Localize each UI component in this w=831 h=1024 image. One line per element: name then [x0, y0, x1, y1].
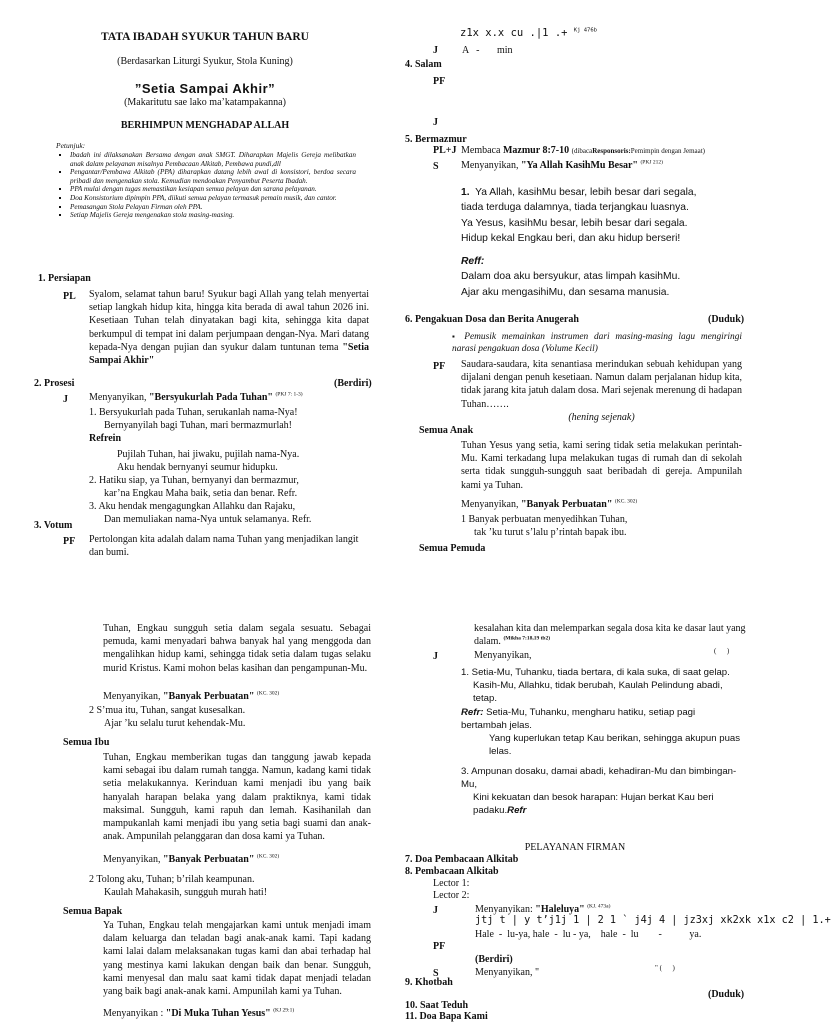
- refrein-label: Refrein: [89, 433, 122, 444]
- lyric-line: Pujilah Tuhan, hai jiwaku, pujilah nama-Nya.: [117, 449, 300, 460]
- role-pf: PF: [433, 76, 446, 87]
- song-ref-placeholder: ( ): [714, 647, 730, 655]
- section-pembacaan-alkitab: 8. Pembacaan Alkitab: [405, 866, 499, 877]
- petunjuk-item: ▪ Pemasangan Stola Pelayan Firman oleh PPA.: [70, 203, 356, 212]
- section-persiapan: 1. Persiapan: [38, 273, 91, 284]
- sing-label: Menyanyikan,: [103, 854, 161, 865]
- group-semua-bapak: Semua Bapak: [63, 906, 123, 917]
- lyric-line: Kini kekuatan dan besok harapan: Hujan berkat Kau beri padaku.: [473, 792, 714, 817]
- role-s: S: [433, 161, 439, 172]
- sing-label: Menyanyikan:: [475, 904, 533, 915]
- group-semua-ibu: Semua Ibu: [63, 737, 110, 748]
- ibu-text: Tuhan, Engkau memberikan tugas dan tanggung jawab kepada kami sebagai ibu dalam rumah tangga. Namun, kadang kami tidak setia melakukannya. Kerinduan kami menjadi ibu yang baik hanyalah harapan belaka yang dalam praktiknya, kami tidak maksimal. Sungguh, kami rapuh dan lemah. Kasihanilah dan mampukanlah kami menjadi ibu yang setia bagi suami dan anak-anak. Ampunilah pelanggaran dan dosa kami ya Tuhan.: [103, 752, 371, 843]
- role-pf: PF: [433, 361, 446, 372]
- lyric-line: 3. Aku hendak mengagungkan Allahku dan Rajaku,: [89, 501, 296, 512]
- lyric-line: Dalam doa aku bersyukur, atas limpah kasihMu.: [461, 271, 681, 283]
- document-subtitle: (Berdasarkan Liturgi Syukur, Stola Kuning): [117, 56, 293, 67]
- group-semua-anak: Semua Anak: [419, 425, 474, 436]
- lyric-line: Setia-Mu, Tuhanku, mengharu hatiku, setiap pagi bertambah jelas.: [461, 706, 696, 731]
- persiapan-theme: "Setia Sampai Akhir": [89, 341, 369, 366]
- theme-local: (Makaritutu sae lako ma’katampakanna): [124, 97, 286, 108]
- lyric-line: Bernyanyilah bagi Tuhan, mari bermazmurlah!: [104, 420, 293, 431]
- role-pl-j: PL+J: [433, 145, 457, 156]
- lyric-line: Dan memuliakan nama-Nya untuk selamanya. Refr.: [104, 514, 312, 525]
- posture-berdiri: (Berdiri): [475, 954, 513, 965]
- lyric-line: Hidup kekal Engkau beri, dan aku hidup berseri!: [461, 233, 681, 245]
- psalm-note-bold: Responsoris:: [592, 147, 631, 155]
- song-title: "Bersyukurlah Pada Tuhan": [149, 392, 273, 403]
- lyric-line: 2. Hatiku siap, ya Tuhan, bernyanyi dan bermazmur,: [89, 475, 299, 486]
- posture-berdiri: (Berdiri): [334, 378, 372, 389]
- lector-1: Lector 1:: [433, 878, 470, 889]
- sing-label: Menyanyikan,: [103, 691, 161, 702]
- ibu-lyric-1: 2 Tolong aku, Tuhan; b’rilah keampunan.: [89, 874, 255, 885]
- sing-label: Menyanyikan :: [103, 1008, 164, 1019]
- amin-lyric: A - min: [462, 45, 513, 56]
- anugerah-text: [474, 622, 746, 648]
- pemuda-lyric-2: Ajar ’ku selalu turut kehendak-Mu.: [104, 718, 246, 729]
- song-title: "Di Muka Tuhan Yesus": [165, 1008, 271, 1019]
- psalm-note: (dibaca: [571, 147, 593, 155]
- petunjuk-item: ▪ Ibadah ini dilaksanakan Bersama dengan anak SMGT. Diharapkan Majelis Gereja melibatkan anak dalam pelayanan misalnya Pembacaan Alkitab, Pembawa pundi,dll: [70, 151, 356, 168]
- song-title: "Banyak Perbuatan": [521, 499, 613, 510]
- role-pl: PL: [63, 291, 76, 302]
- song-title: "Banyak Perbuatan": [163, 691, 255, 702]
- sing-label: Menyanyikan,: [89, 392, 147, 403]
- lyric-line: Yang kuperlukan tetap Kau berikan, sehingga akupun puas lelas.: [489, 733, 741, 758]
- khotbah-sing-label: Menyanyikan, ": [475, 967, 540, 978]
- section-doa-bapa-kami: 11. Doa Bapa Kami: [405, 1011, 488, 1022]
- lyric-line: tiada terduga dalamnya, tiada terjangkau luasnya.: [461, 202, 689, 214]
- section-prosesi: 2. Prosesi: [34, 378, 75, 389]
- haleluya-notation: jtj t | y t’j1j 1 | 2 1 ` j4j 4 | jz3xj xk2xk x1x c2 | 1.+: [475, 915, 831, 926]
- song-ref: (KC. 302): [614, 498, 638, 505]
- pengakuan-note-text: Pemusik memainkan instrumen dari masing-masing lagu mengiringi narasi pengakuan dosa (Volume Kecil): [452, 332, 742, 355]
- song-title: "Ya Allah KasihMu Besar": [521, 160, 638, 171]
- votum-text: Pertolongan kita adalah dalam nama Tuhan yang menjadikan langit dan bumi.: [89, 534, 359, 559]
- section-khotbah: 9. Khotbah: [405, 977, 453, 988]
- bapak-text: Ya Tuhan, Engkau telah mengajarkan kami untuk menjadi imam dalam keluarga dan teladan bagi anak-anak kami. Tapi kadang kami lalai dalam melaksanakan tugas kami dan abai terhadap hal yang mestinya kami lakukan dengan baik dan benar. Sungguh, kami menyesal dan malu saat kami tidak dapat menjadi teladan yang baik bagi anak-anak kami. Ampunilah kami ya Tuhan.: [103, 920, 371, 997]
- section-votum: 3. Votum: [34, 520, 73, 531]
- prosesi-song-line: [89, 391, 374, 404]
- mazmur-lyrics: [461, 185, 741, 300]
- lyric-line: 1. Setia-Mu, Tuhanku, tiada bertara, di kala suka, di saat gelap.: [461, 667, 730, 678]
- hening-note: (hening sejenak): [568, 412, 635, 423]
- theme-title: ”Setia Sampai Akhir”: [134, 81, 276, 96]
- lyric-line: 3. Ampunan dosaku, damai abadi, kehadiran-Mu dan bimbingan-Mu,: [461, 765, 737, 790]
- sing-label: Menyanyikan,: [461, 160, 519, 171]
- song-ref: (PKJ 212): [640, 159, 663, 166]
- refr-label: Refr:: [461, 706, 484, 718]
- persiapan-body: Syalom, selamat tahun baru! Syukur bagi Allah yang telah menyertai setiap langkah hidup kita, hingga kita berada di awal tahun 2026 ini. Kesetiaan Tuhan telah dinyatakan bagi kita, sehingga kita dapat berkumpul di tempat ini dalam perjumpaan dengan-Nya. Mari datang kepada-Nya dengan pujian dan syukur dalam tuntunan tema: [89, 289, 369, 353]
- song-ref: (PKJ 7: 1-3): [275, 391, 303, 398]
- song-ref: (KJ. 473a): [587, 903, 611, 910]
- petunjuk-item: ▪ Setiap Majelis Gereja mengenakan stola masing-masing.: [70, 211, 356, 220]
- sing-label: Menyanyikan,: [461, 499, 519, 510]
- lyric-line: Kasih-Mu, Allahku, tidak berubah, Kaulah Pelindung abadi, tetap.: [473, 680, 723, 705]
- role-pf: PF: [63, 536, 76, 547]
- section-saat-teduh: 10. Saat Teduh: [405, 1000, 469, 1011]
- section-salam: 4. Salam: [405, 59, 442, 70]
- anak-lyric-2: tak ’ku turut s’lalu p’rintah bapak ibu.: [474, 527, 627, 538]
- posture-duduk: (Duduk): [708, 314, 745, 325]
- lyric-line: Ya Yesus, kasihMu besar, lebih besar dari segala.: [461, 217, 688, 229]
- ibu-lyric-2: Kaulah Mahakasih, sungguh murah hati!: [104, 887, 268, 898]
- lyric-line: Aku hendak bernyanyi seumur hidupku.: [117, 462, 278, 473]
- mazmur-song-line: [461, 159, 663, 172]
- pengakuan-text: Saudara-saudara, kita senantiasa merindukan sebuah kehidupan yang dijalani dengan penuh kesetiaan. Namun dalam perjalanan hidup kita, tidak jarang kita jatuh dalam dosa. Mari sejenak merenung di hadapan Tuhan…….: [461, 359, 742, 410]
- lyric-line: kar’na Engkau Maha baik, setia dan benar. Refr.: [104, 488, 298, 499]
- section-doa-pembacaan: 7. Doa Pembacaan Alkitab: [405, 854, 519, 865]
- lyric-line: Ya Allah, kasihMu besar, lebih besar dari segala,: [475, 187, 697, 198]
- song-title: "Banyak Perbuatan": [163, 854, 255, 865]
- role-pf: PF: [433, 941, 446, 952]
- lector-2: Lector 2:: [433, 890, 470, 901]
- anak-text: Tuhan Yesus yang setia, kami sering tidak setia melakukan perintah-Mu. Kami terkadang lupa melakukan tugas di rumah dan di sekolah serta tidak sungguh-sungguh saat beribadah di gereja. Ampunilah kami ya Tuhan.: [461, 440, 742, 491]
- refr-label: Refr: [507, 805, 527, 817]
- document-title: TATA IBADAH SYUKUR TAHUN BARU: [101, 31, 309, 43]
- anugerah-ref: (Mikha 7:18,19 tb2): [503, 635, 551, 642]
- haleluya-lyric: Hale - lu-ya, hale - lu - ya, hale - lu - ya.: [475, 929, 702, 940]
- section-title-berhimpun: BERHIMPUN MENGHADAP ALLAH: [120, 120, 290, 131]
- bapak-song-line: [103, 1007, 373, 1020]
- petunjuk-item: ▪ PPA mulai dengan tugas memastikan kesiapan semua pelayan dan sarana pelayanan.: [70, 185, 356, 194]
- setia-sing-label: Menyanyikan,: [474, 650, 532, 661]
- music-ref: Kj 476b: [573, 27, 597, 34]
- role-j: J: [433, 905, 438, 916]
- anugerah-body: kesalahan kita dan melemparkan segala dosa kita ke dasar laut yang dalam.: [474, 623, 746, 648]
- petunjuk-list: [56, 151, 356, 220]
- pemuda-lyric-1: 2 S’mua itu, Tuhan, sangat kusesalkan.: [89, 705, 246, 716]
- role-s: S: [433, 968, 439, 979]
- role-j: J: [433, 45, 438, 56]
- song-title: "Haleluya": [535, 904, 585, 915]
- persiapan-text: [89, 288, 369, 367]
- anak-lyric-1: 1 Banyak perbuatan menyedihkan Tuhan,: [461, 514, 628, 525]
- group-semua-pemuda: Semua Pemuda: [419, 543, 486, 554]
- section-pengakuan-dosa: 6. Pengakuan Dosa dan Berita Anugerah: [405, 314, 579, 325]
- song-ref: (KJ 29:1): [273, 1007, 295, 1014]
- music-notation: [460, 27, 597, 41]
- song-ref: (KC. 302): [256, 853, 280, 860]
- role-j: J: [433, 117, 438, 128]
- role-j: J: [63, 394, 68, 405]
- setia-lyrics: [461, 666, 743, 818]
- anak-song-line: [461, 498, 746, 511]
- song-ref: (KC. 302): [256, 690, 280, 697]
- pemuda-song-line: [103, 690, 373, 703]
- prosesi-lyrics: [89, 406, 374, 526]
- pengakuan-note: [452, 331, 742, 356]
- bullet-icon: ▪: [452, 332, 459, 341]
- khotbah-song-placeholder: " ( ): [655, 964, 675, 972]
- section-pelayanan-firman: PELAYANAN FIRMAN: [524, 842, 626, 853]
- verse-number: 1.: [461, 187, 470, 198]
- mazmur-line: [461, 144, 705, 157]
- read-label: Membaca: [461, 145, 501, 156]
- ibu-song-line: [103, 853, 373, 866]
- petunjuk-item: ▪ Pengantar/Pembawa Alkitab (PPA) diharapkan datang lebih awal di konsistori, berdoa secara pribadi dan mengenakan stola. Kemudian mendoakan Penyambut Peserta Ibadah.: [70, 168, 356, 185]
- petunjuk-label: Petunjuk:: [56, 141, 86, 150]
- pemuda-text: Tuhan, Engkau sungguh setia dalam segala sesuatu. Sebagai pemuda, kami menyadari bahwa banyak hal yang menggoda dan mengalihkan hidup kami, sehingga tidak setia dalam tugas selaku murid Kristus. Kami mohon belas kasihan dan pengampunan-Mu.: [103, 623, 371, 674]
- petunjuk-block: [56, 141, 356, 220]
- music-line: z1x x.x cu .|1 .+: [460, 27, 568, 39]
- role-j: J: [433, 651, 438, 662]
- lyric-line: 1. Bersyukurlah pada Tuhan, serukanlah nama-Nya!: [89, 407, 298, 418]
- psalm-ref: Mazmur 8:7-10: [502, 145, 570, 156]
- petunjuk-item: ▪ Doa Konsistorium dipimpin PPA, diikuti semua pelayan termasuk pemain musik, dan cantor.: [70, 194, 356, 203]
- reff-label: Reff:: [461, 255, 485, 267]
- psalm-note-rest: Pemimpin dengan Jemaat): [630, 147, 706, 155]
- section-bermazmur: 5. Bermazmur: [405, 134, 467, 145]
- posture-duduk: (Duduk): [708, 989, 745, 1000]
- lyric-line: Ajar aku mengasihiMu, dan sesama manusia.: [461, 286, 670, 298]
